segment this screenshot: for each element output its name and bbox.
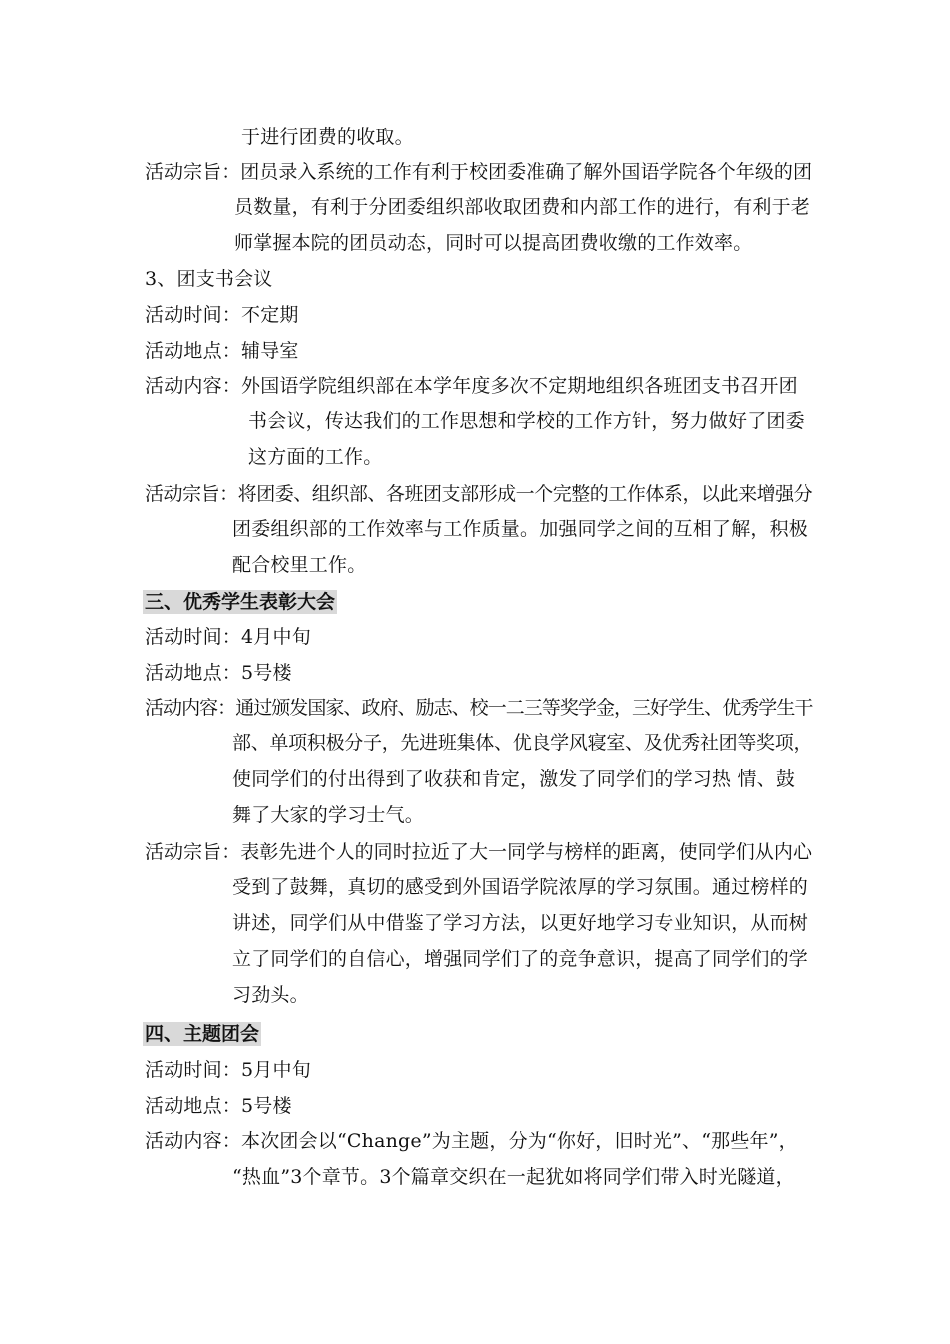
text-line: 于进行团费的收取。 — [241, 126, 414, 148]
text-line: 使同学们的付出得到了收获和肯定，激发了同学们的学习热 情、鼓 — [232, 768, 796, 790]
text-line: 受到了鼓舞，真切的感受到外国语学院浓厚的学习氛围。通过榜样的 — [232, 876, 809, 898]
text-line: 舞了大家的学习士气。 — [232, 804, 425, 826]
text-line: 这方面的工作。 — [248, 446, 383, 468]
text-line: 师掌握本院的团员动态，同时可以提高团费收缴的工作效率。 — [234, 232, 753, 254]
text-line: 立了同学们的自信心，增强同学们了的竞争意识，提高了同学们的学 — [232, 948, 809, 970]
text-line: 3、团支书会议 — [145, 268, 273, 290]
text-line: 配合校里工作。 — [232, 554, 367, 576]
section-heading: 四、主题团会 — [145, 1023, 260, 1045]
section-heading: 三、优秀学生表彰大会 — [145, 591, 336, 613]
text-line: 活动内容：本次团会以“Change”为主题，分为“你好，旧时光”、“那些年”， — [145, 1130, 798, 1152]
text-line: 团委组织部的工作效率与工作质量。加强同学之间的互相了解，积极 — [232, 518, 809, 540]
text-line: 活动地点：5号楼 — [145, 662, 292, 684]
text-line: 部、单项积极分子，先进班集体、优良学风寝室、及优秀社团等奖项， — [232, 732, 813, 754]
text-line: 活动内容：外国语学院组织部在本学年度多次不定期地组织各班团支书召开团 — [145, 375, 798, 397]
text-line: 书会议，传达我们的工作思想和学校的工作方针，努力做好了团委 — [248, 410, 805, 432]
text-line: “热血”3个章节。3个篇章交织在一起犹如将同学们带入时光隧道， — [232, 1166, 795, 1188]
text-line: 活动时间：5月中旬 — [145, 1059, 311, 1081]
text-line: 习劲头。 — [232, 984, 309, 1006]
text-line: 讲述，同学们从中借鉴了学习方法，以更好地学习专业知识，从而树 — [232, 912, 809, 934]
text-line: 活动宗旨：将团委、组织部、各班团支部形成一个完整的工作体系，以此来增强分 — [145, 483, 813, 505]
text-line: 活动内容：通过颁发国家、政府、励志、校一二三等奖学金，三好学生、优秀学生干 — [145, 697, 813, 719]
text-line: 活动宗旨：团员录入系统的工作有利于校团委准确了解外国语学院各个年级的团 — [145, 161, 813, 183]
text-line: 活动宗旨：表彰先进个人的同时拉近了大一同学与榜样的距离，使同学们从内心 — [145, 841, 813, 863]
text-line: 活动时间：4月中旬 — [145, 626, 311, 648]
text-line: 活动时间：不定期 — [145, 304, 299, 326]
text-line: 活动地点：5号楼 — [145, 1095, 292, 1117]
text-line: 活动地点：辅导室 — [145, 340, 299, 362]
text-line: 员数量，有利于分团委组织部收取团费和内部工作的进行，有利于老 — [234, 196, 811, 218]
